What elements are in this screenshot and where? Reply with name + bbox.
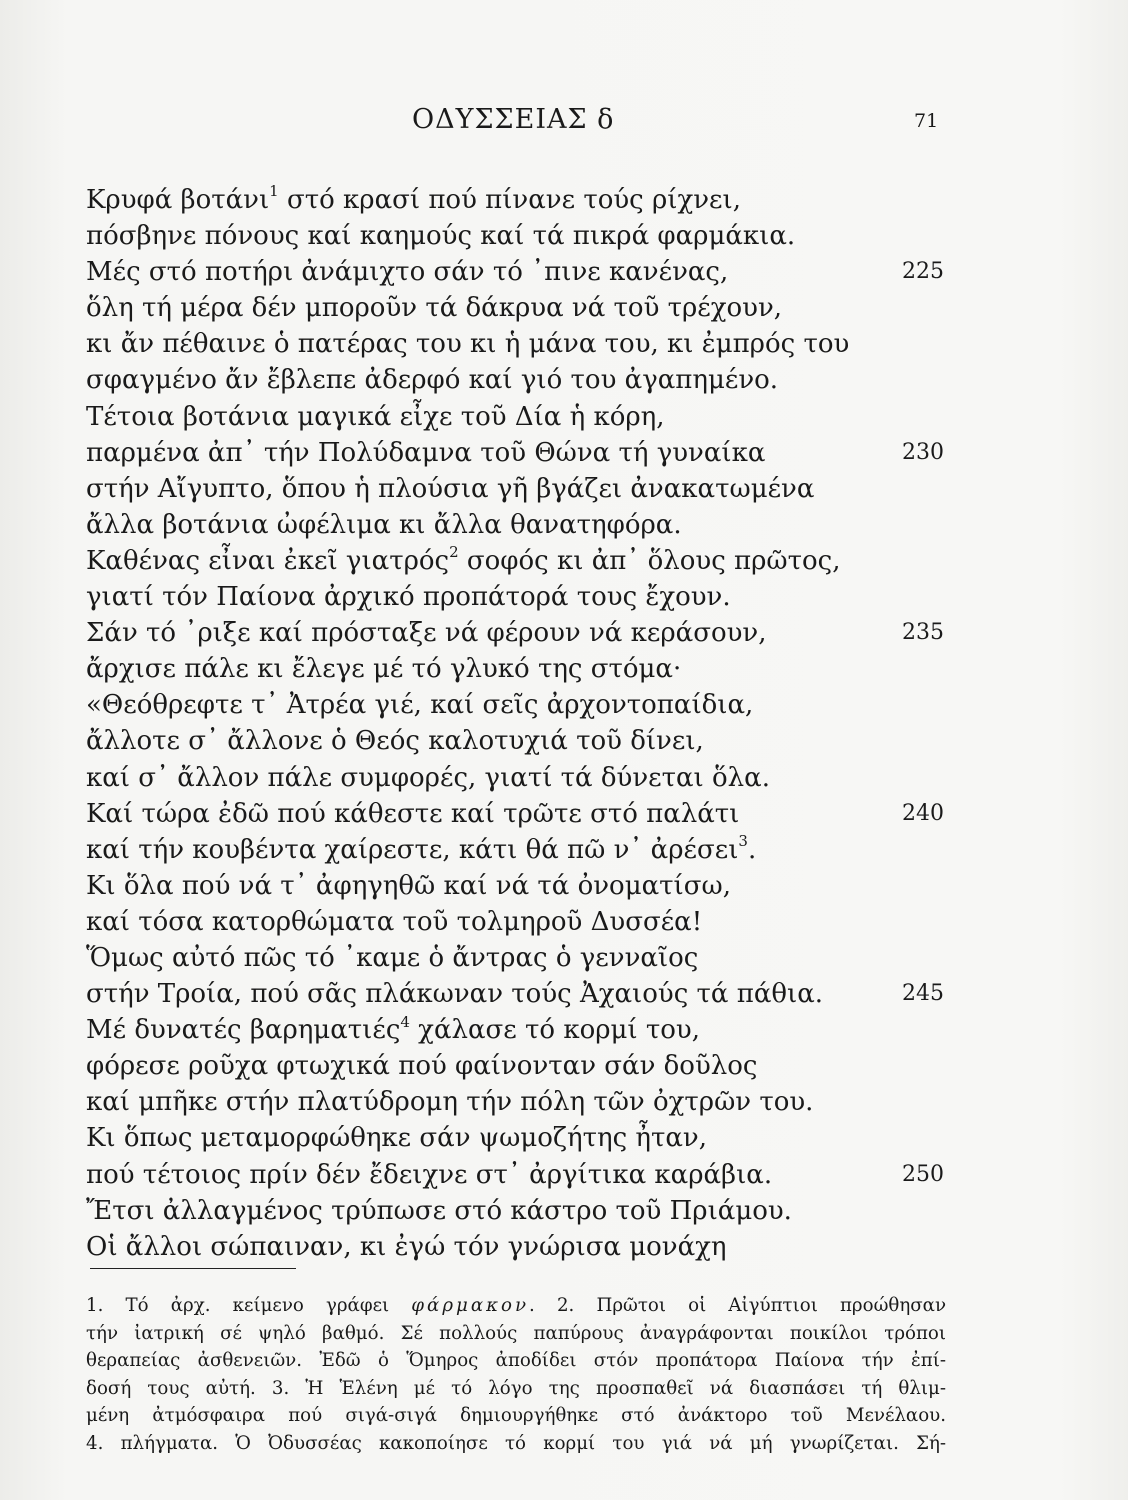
page-number: 71: [914, 110, 939, 132]
footnotes: [86, 1292, 946, 1457]
verse-segment: «Θεόθρεφτε τ᾽ Ἀτρέα γιέ, καί σεῖς ἀρχοντοπαίδια,: [86, 690, 754, 721]
verse-text: [86, 723, 704, 759]
footnote-marker: 1: [269, 182, 279, 201]
verse-segment: ὅλη τή μέρα δέν μποροῦν τά δάκρυα νά τοῦ τρέχουν,: [86, 293, 783, 324]
verse-line: [86, 760, 948, 796]
footnote-text: . 2. Πρῶτοι οἱ Αἰγύπτιοι προώθησαν: [529, 1295, 947, 1316]
verse-segment: ἄρχισε πάλε κι ἔλεγε μέ τό γλυκό της στόμα·: [86, 654, 682, 685]
verse-text: [86, 254, 728, 290]
line-number: 250: [902, 1161, 944, 1187]
verse-line: [86, 471, 948, 507]
footnote-line: τήν ἰατρική σέ ψηλό βαθμό. Σέ πολλούς παπύρους ἀναγράφονται ποικίλοι τρόποι: [86, 1322, 946, 1344]
verse-line: [86, 1084, 948, 1120]
verse-text: [86, 182, 741, 218]
verse-text: [86, 868, 731, 904]
verse-segment: Οἱ ἄλλοι σώπαιναν, κι ἐγώ τόν γνώρισα μονάχη: [86, 1231, 727, 1262]
verse-segment: Τέτοια βοτάνια μαγικά εἶχε τοῦ Δία ἡ κόρη,: [86, 401, 665, 432]
verse-segment: Σάν τό ᾽ριξε καί πρόσταξε νά φέρουν νά κεράσουν,: [86, 618, 767, 649]
verse-line: [86, 1157, 948, 1193]
verse-segment: καί μπῆκε στήν πλατύδρομη τήν πόλη τῶν ὀχτρῶν του.: [86, 1087, 814, 1118]
verse-text: [86, 362, 778, 398]
verse-text: [86, 687, 753, 723]
verse-line: [86, 723, 948, 759]
line-number: 225: [902, 259, 944, 285]
verse-line: [86, 1193, 948, 1229]
verse-line: [86, 1229, 948, 1265]
verse-line: [86, 1012, 948, 1048]
verse-line: [86, 507, 948, 543]
line-number: 230: [902, 439, 944, 465]
verse-text: [86, 543, 840, 579]
verse-text: [86, 507, 682, 543]
verse-segment: πού τέτοιος πρίν δέν ἔδειχνε στ᾽ ἀργίτικα καράβια.: [86, 1159, 773, 1190]
verse-segment: Ἔτσι ἀλλαγμένος τρύπωσε στό κάστρο τοῦ Πριάμου.: [86, 1195, 792, 1226]
verse-segment: σφαγμένο ἄν ἔβλεπε ἀδερφό καί γιό του ἀγαπημένο.: [86, 365, 779, 396]
verse-text: [86, 435, 765, 471]
footnote-marker: 3: [738, 832, 748, 851]
verse-line: [86, 182, 948, 218]
verse-segment: παρμένα ἀπ᾽ τήν Πολύδαμνα τοῦ Θώνα τή γυναίκα: [86, 437, 766, 468]
footnote-line: [86, 1292, 946, 1320]
verse-segment: Καθένας εἶναι ἐκεῖ γιατρός: [86, 545, 450, 576]
verse-line: [86, 218, 948, 254]
verse-text: [86, 1120, 707, 1156]
verse-segment: .: [747, 834, 757, 865]
verse-segment: στήν Τροία, πού σᾶς πλάκωναν τούς Ἀχαιούς τά πάθια.: [86, 979, 824, 1010]
verse-text: [86, 796, 739, 832]
verse-line: [86, 796, 948, 832]
verse-line: [86, 1120, 948, 1156]
verse-text: [86, 218, 795, 254]
verse-segment: σοφός κι ἀπ᾽ ὅλους πρῶτος,: [458, 545, 841, 576]
footnote-marker: 4: [400, 1012, 410, 1031]
verse-segment: καί τόσα κατορθώματα τοῦ τολμηροῦ Δυσσέα!: [86, 906, 703, 937]
verse-line: [86, 651, 948, 687]
verse-text: [86, 1048, 757, 1084]
verse-segment: στήν Αἴγυπτο, ὅπου ἡ πλούσια γῆ βγάζει ἀνακατωμένα: [86, 473, 815, 504]
verse-segment: πόσβηνε πόνους καί καημούς καί τά πικρά φαρμάκια.: [86, 221, 796, 252]
footnote-line: 4. πλήγματα. Ὁ Ὀδυσσέας κακοποίησε τό κορμί του γιά νά μή γνωρίζεται. Σή-: [86, 1432, 946, 1454]
verse-line: [86, 687, 948, 723]
verse-segment: καί τήν κουβέντα χαίρεστε, κάτι θά πῶ ν᾽ ἀρέσει: [86, 834, 739, 865]
footnote-line: δοσή τους αὐτή. 3. Ἡ Ἑλένη μέ τό λόγο της προσπαθεῖ νά διασπάσει τή θλιμ-: [86, 1377, 946, 1399]
verse-text: [86, 1012, 700, 1048]
verse-text: [86, 1229, 727, 1265]
footnote-quoted-word: φάρμακον: [411, 1295, 530, 1316]
verse-line: [86, 543, 948, 579]
verse-text: [86, 651, 681, 687]
verse-line: [86, 254, 948, 290]
footnote-text: 1. Τό ἀρχ. κείμενο γράφει: [86, 1295, 412, 1316]
line-number: 245: [902, 981, 944, 1007]
verse-segment: καί σ᾽ ἄλλον πάλε συμφορές, γιατί τά δύνεται ὅλα.: [86, 762, 770, 793]
footnote-line: θεραπείας ἀσθενειῶν. Ἐδῶ ὁ Ὅμηρος ἀποδίδει στόν προπάτορα Παίονα τήν ἐπί-: [86, 1350, 946, 1371]
footnote-marker: 2: [449, 543, 459, 562]
line-number: 235: [902, 620, 944, 646]
verse-text: [86, 760, 770, 796]
verse-segment: ἄλλοτε σ᾽ ἄλλονε ὁ Θεός καλοτυχιά τοῦ δίνει,: [86, 726, 704, 757]
verse-line: [86, 976, 948, 1012]
verse-text: [86, 290, 782, 326]
verse-line: [86, 362, 948, 398]
verse-text: [86, 940, 698, 976]
verse-segment: χάλασε τό κορμί του,: [409, 1015, 700, 1046]
verse-text: [86, 615, 766, 651]
verse-text: [86, 976, 823, 1012]
verse-segment: Κι ὅλα πού νά τ᾽ ἀφηγηθῶ καί νά τά ὀνοματίσω,: [86, 870, 731, 901]
verse-text: [86, 471, 814, 507]
verse-text: [86, 1084, 813, 1120]
verse-line: [86, 615, 948, 651]
verse-line: [86, 940, 948, 976]
line-number: 240: [902, 800, 944, 826]
verse-line: [86, 832, 948, 868]
page-header: [0, 100, 1128, 140]
verse-segment: ἄλλα βοτάνια ὠφέλιμα κι ἄλλα θανατηφόρα.: [86, 509, 682, 540]
verse-line: [86, 1048, 948, 1084]
verse-text: [86, 1193, 792, 1229]
verse-text: [86, 1157, 772, 1193]
poem-text: [86, 182, 948, 1265]
verse-segment: Καί τώρα ἐδῶ πού κάθεστε καί τρῶτε στό παλάτι: [86, 798, 740, 829]
running-title: ΟΔΥΣΣΕΙΑΣ δ: [412, 104, 615, 135]
verse-line: [86, 868, 948, 904]
verse-line: [86, 290, 948, 326]
footnote-separator: [90, 1268, 296, 1269]
verse-segment: Κι ὅπως μεταμορφώθηκε σάν ψωμοζήτης ἦταν,: [86, 1123, 707, 1154]
verse-segment: στό κρασί πού πίνανε τούς ρίχνει,: [278, 185, 741, 215]
verse-segment: γιατί τόν Παίονα ἀρχικό προπάτορά τους ἔχουν.: [86, 582, 731, 613]
verse-segment: Μέ δυνατές βαρηματιές: [86, 1015, 401, 1046]
verse-line: [86, 904, 948, 940]
verse-text: [86, 904, 702, 940]
verse-segment: Μές στό ποτήρι ἀνάμιχτο σάν τό ᾽πινε κανένας,: [86, 257, 729, 288]
verse-text: [86, 399, 665, 435]
verse-segment: κι ἄν πέθαινε ὁ πατέρας του κι ἡ μάνα του, κι ἐμπρός του: [86, 329, 850, 360]
verse-line: [86, 399, 948, 435]
verse-text: [86, 326, 849, 362]
footnote-line: μένη ἀτμόσφαιρα πού σιγά-σιγά δημιουργήθηκε στό ἀνάκτορο τοῦ Μενέλαου.: [86, 1405, 946, 1426]
verse-line: [86, 579, 948, 615]
verse-line: [86, 435, 948, 471]
verse-segment: Κρυφά βοτάνι: [86, 185, 270, 215]
verse-segment: Ὅμως αὐτό πῶς τό ᾽καμε ὁ ἄντρας ὁ γενναῖος: [86, 942, 699, 973]
verse-line: [86, 326, 948, 362]
verse-text: [86, 832, 756, 868]
verse-segment: φόρεσε ροῦχα φτωχικά πού φαίνονταν σάν δοῦλος: [86, 1051, 758, 1082]
verse-text: [86, 579, 731, 615]
